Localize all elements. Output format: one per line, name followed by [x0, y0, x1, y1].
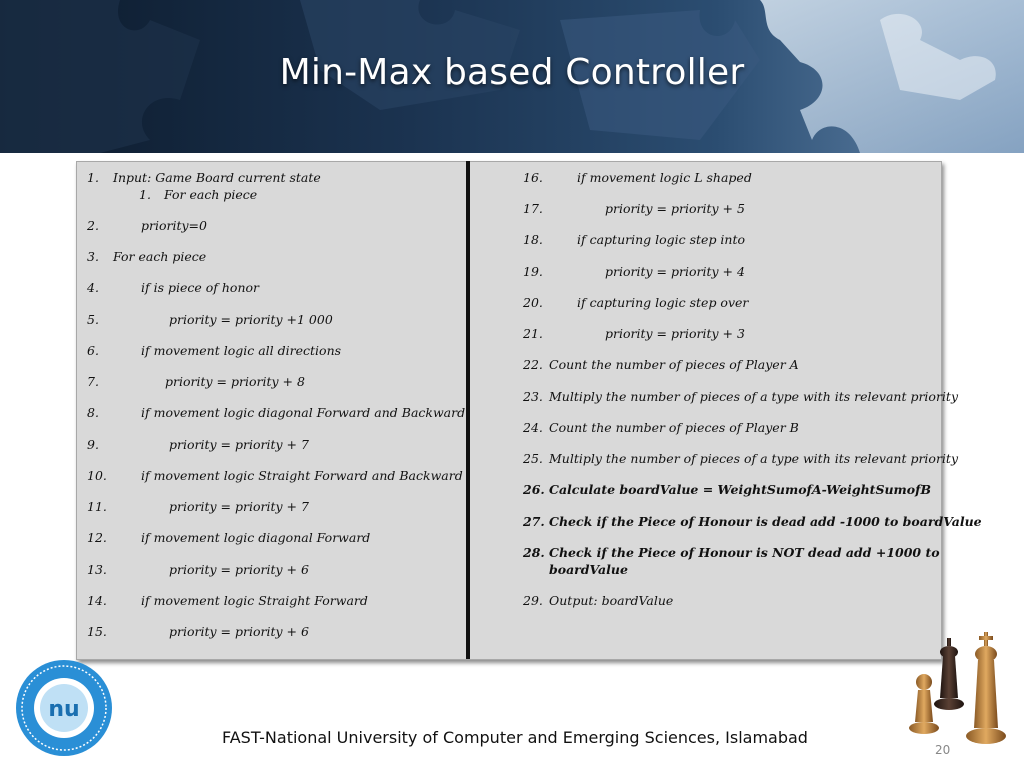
pseudocode-line: For each piece	[164, 187, 258, 202]
pseudocode-line: Multiply the number of pieces of a type with its relevant priority	[549, 451, 959, 466]
pseudocode-line: priority = priority + 3	[605, 326, 745, 341]
pseudocode-line: if movement logic Straight Forward	[141, 593, 368, 608]
pseudocode-line: priority=0	[141, 218, 207, 233]
pseudocode-line: if capturing logic step over	[577, 295, 749, 310]
line-number: 6.	[87, 343, 99, 358]
pseudocode-line: For each piece	[113, 249, 207, 264]
line-number: 19.	[523, 264, 543, 279]
line-number: 22.	[523, 357, 543, 372]
line-number: 21.	[523, 326, 543, 341]
line-number: 8.	[87, 405, 99, 420]
pseudocode-line: if capturing logic step into	[577, 232, 746, 247]
line-number: 2.	[87, 218, 99, 233]
line-number: 13.	[87, 562, 107, 577]
university-logo	[14, 658, 114, 758]
line-number: 29.	[523, 593, 543, 608]
pseudocode-line: if movement logic all directions	[141, 343, 342, 358]
pseudocode-line: Check if the Piece of Honour is NOT dead add +1000 to	[549, 545, 940, 560]
line-number: 5.	[87, 312, 99, 327]
page-number: 20	[935, 743, 951, 757]
pseudocode-line: priority = priority + 5	[605, 201, 745, 216]
line-number: 11.	[87, 499, 107, 514]
line-number: 4.	[87, 280, 99, 295]
pseudocode-line: Calculate boardValue = WeightSumofA-WeightSumofB	[549, 482, 932, 497]
pseudocode-line: boardValue	[549, 562, 628, 577]
title-banner	[0, 0, 1024, 153]
pseudocode-line: priority = priority + 8	[165, 374, 305, 389]
pseudocode-line: priority = priority + 6	[169, 624, 309, 639]
line-number: 9.	[87, 437, 99, 452]
footer-university-name: FAST-National University of Computer and Emerging Sciences, Islamabad	[222, 728, 808, 747]
line-number: 12.	[87, 530, 107, 545]
pseudocode-line: if movement logic L shaped	[577, 170, 752, 185]
pseudocode-line: Check if the Piece of Honour is dead add -1000 to boardValue	[549, 514, 982, 529]
line-number: 26.	[523, 482, 545, 497]
line-number: 18.	[523, 232, 543, 247]
line-number: 16.	[523, 170, 543, 185]
line-number: 14.	[87, 593, 107, 608]
line-number: 3.	[87, 249, 99, 264]
line-number: 15.	[87, 624, 107, 639]
pseudocode-line: Input: Game Board current state	[113, 170, 321, 185]
pseudocode-line: Count the number of pieces of Player B	[549, 420, 799, 435]
line-number: 27.	[523, 514, 545, 529]
line-number: 1.	[139, 187, 151, 202]
line-number: 10.	[87, 468, 107, 483]
pseudocode-line: if movement logic diagonal Forward and Backward	[141, 405, 466, 420]
pseudocode-line: priority = priority + 4	[605, 264, 745, 279]
chess-pieces-image	[900, 628, 1020, 758]
line-number: 28.	[523, 545, 545, 560]
pseudocode-line: if movement logic Straight Forward and Backward	[141, 468, 463, 483]
pseudocode-line: priority = priority + 7	[169, 499, 309, 514]
pseudocode-panel	[76, 161, 982, 660]
pseudocode-line: if is piece of honor	[141, 280, 260, 295]
pseudocode-line: if movement logic diagonal Forward	[141, 530, 371, 545]
pseudocode-line: Output: boardValue	[549, 593, 674, 608]
pseudocode-line: priority = priority + 6	[169, 562, 309, 577]
logo-letters: nu	[48, 697, 80, 722]
line-number: 20.	[523, 295, 543, 310]
pseudocode-line: Count the number of pieces of Player A	[549, 357, 799, 372]
slide-title: Min-Max based Controller	[279, 52, 745, 93]
column-divider	[466, 161, 470, 659]
line-number: 17.	[523, 201, 543, 216]
line-number: 1.	[87, 170, 99, 185]
line-number: 7.	[87, 374, 99, 389]
line-number: 23.	[523, 389, 543, 404]
line-number: 24.	[523, 420, 543, 435]
pseudocode-line: priority = priority + 7	[169, 437, 309, 452]
line-number: 25.	[523, 451, 543, 466]
pseudocode-line: Multiply the number of pieces of a type with its relevant priority	[549, 389, 959, 404]
pseudocode-line: priority = priority +1 000	[169, 312, 333, 327]
